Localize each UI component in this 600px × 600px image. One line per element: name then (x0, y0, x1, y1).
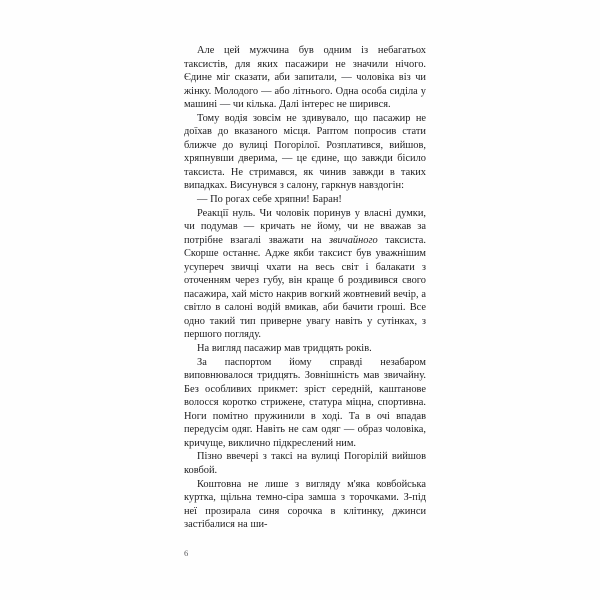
paragraph-5: На вигляд пасажир мав тридцять років. (197, 343, 372, 355)
emphasis-word: звичайного (328, 234, 378, 246)
paragraph-7: Пізно ввечері з таксі на вулиці Погорілій вийшов ковбой. (184, 451, 426, 476)
paragraph-2: Тому водія зовсім не здивувало, що пасажир не доїхав до вказаного місця. Раптом попросив стати ближче до вулиці Погорілої. Розплатився, вийшов, хряпнувши дверима, — це єдине, що завжди бісило таксиста. Не стримався, як чинив завжди в таких випадках. Висунувся з салону, гаркнув навздогін: (184, 112, 426, 192)
page-number: 6 (184, 548, 189, 558)
paragraph-4-text-before: Реакції нуль. Чи чоловік поринув у власні думки, чи подумав — кричать не йому, чи не вважав за потрібне взагалі зважати на (184, 207, 426, 246)
paragraph-1: Але цей мужчина був одним із небагатьох таксистів, для яких пасажири не значили нічого. Єдине міг сказати, аби запитали, — чоловіка віз чи жінку. Молодого — або літнього. Одна особа сиділа у машині — чи кілька. Далі інтерес не ширився. (184, 45, 426, 111)
paragraph-dialogue-line: — По рогах себе хряпни! Баран! (197, 194, 342, 206)
paragraph-4-text-after: таксиста. Скорше останнє. Адже якби таксист був уважнішим усупереч звичці чхати на весь світ і балакати з оточенням через губу, він краще б роздивився свого пасажира, хай місто накрив вогкий жовтневий вечір, а світло в салоні водій вмикав, аби бачити гроші. Все одно такий тип приверне увагу навіть у сутінках, з першого погляду. (184, 234, 426, 341)
paragraph-8: Коштовна не лише з вигляду м'яка ковбойська куртка, щільна темно-сіра замша з торочками. З-під неї прозирала синя сорочка в клітинку, джинси застібалися на ши- (184, 478, 426, 531)
page-text-block (184, 44, 426, 532)
paragraph-4 (184, 207, 426, 342)
paragraph-6: За паспортом йому справді незабаром виповнювалося тридцять. Зовнішність мав звичайну. Без особливих прикмет: зріст середній, каштанове волосся коротко стрижене, статура міцна, спортивна. Ноги помітно пружинили в ході. Та в очі впадав передусім одяг. Навіть не сам одяг — образ чоловіка, кричуще, виклично підкреслений ним. (184, 356, 426, 449)
